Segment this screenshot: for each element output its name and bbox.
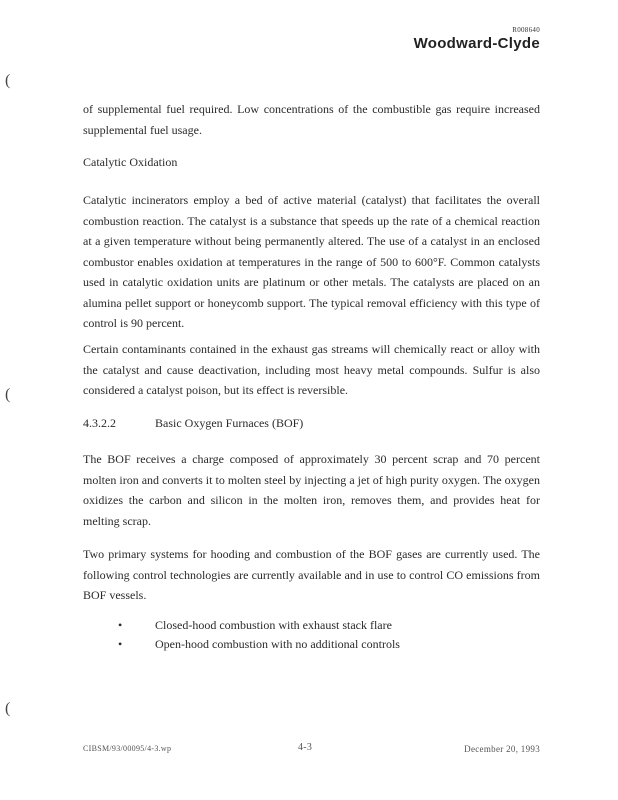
margin-mark: ( <box>5 72 11 89</box>
footer-file-ref: CIBSM/93/00095/4-3.wp <box>83 744 172 753</box>
footer-date: December 20, 1993 <box>464 744 540 754</box>
section-number: 4.3.2.2 <box>83 416 116 430</box>
margin-mark: ( <box>5 386 11 403</box>
margin-mark: ( <box>5 700 11 717</box>
paragraph-contaminants: Certain contaminants contained in the exhaust gas streams will chemically react or alloy with the catalyst and cause deactivation, including most heavy metal compounds. Sulfur is also considered a catalyst poison, but its effect is reversible. <box>83 342 540 397</box>
list-item <box>118 637 400 652</box>
document-code: R008640 <box>512 26 540 34</box>
page-number: 4-3 <box>298 742 313 753</box>
paragraph-catalytic-incinerators: Catalytic incinerators employ a bed of active material (catalyst) that facilitates the overall combustion reaction. The catalyst is a substance that speeds up the rate of a chemical reaction at a given temperature without being permanently altered. The use of a catalyst in an enclosed combustor enables oxidation at temperatures in the range of 500 to 600°F. Common catalysts used in catalytic oxidation units are platinum or other metals. The catalysts are placed on an alumina pellet support or honeycomb support. The typical removal efficiency with this type of control is 90 percent. <box>83 193 540 330</box>
paragraph-bof-charge: The BOF receives a charge composed of approximately 30 percent scrap and 70 percent molten iron and converts it to molten steel by injecting a jet of high purity oxygen. The oxygen oxidizes the carbon and silicon in the molten iron, removes them, and provides heat for melting scrap. <box>83 452 540 528</box>
list-item-text: Open-hood combustion with no additional controls <box>155 637 400 651</box>
bullet-icon: • <box>118 618 123 632</box>
paragraph-hooding-systems: Two primary systems for hooding and combustion of the BOF gases are currently used. The following control technologies are currently available and in use to control CO emissions from BOF vessels. <box>83 547 540 602</box>
list-item <box>118 618 392 633</box>
heading-catalytic-oxidation: Catalytic Oxidation <box>83 155 178 169</box>
company-name: Woodward-Clyde <box>413 35 540 52</box>
section-title: Basic Oxygen Furnaces (BOF) <box>155 416 304 430</box>
paragraph-supplemental-fuel: of supplemental fuel required. Low concentrations of the combustible gas require increased supplemental fuel usage. <box>83 102 540 137</box>
list-item-text: Closed-hood combustion with exhaust stack flare <box>155 618 392 632</box>
bullet-icon: • <box>118 637 123 651</box>
